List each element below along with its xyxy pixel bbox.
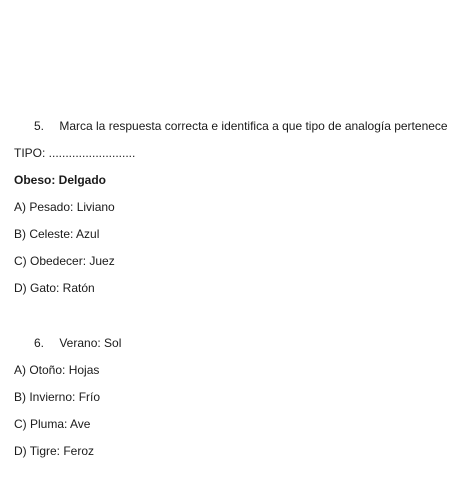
q5-option-d: D) Gato: Ratón xyxy=(14,281,95,295)
question-5-prompt: Marca la respuesta correcta e identifica a que tipo de analogía pertenece xyxy=(59,119,448,133)
q5-option-b: B) Celeste: Azul xyxy=(14,227,100,241)
question-5-heading xyxy=(34,119,448,133)
q6-option-d: D) Tigre: Feroz xyxy=(14,444,95,458)
q6-option-c: C) Pluma: Ave xyxy=(14,417,91,431)
question-6-pair: Verano: Sol xyxy=(59,336,122,350)
q5-option-a: A) Pesado: Liviano xyxy=(14,200,115,214)
q6-option-b: B) Invierno: Frío xyxy=(14,390,101,404)
question-5-number: 5. xyxy=(34,119,45,133)
question-5-pair: Obeso: Delgado xyxy=(14,173,107,187)
question-6-heading xyxy=(34,336,121,350)
q6-option-a: A) Otoño: Hojas xyxy=(14,363,100,377)
question-6-number: 6. xyxy=(34,336,45,350)
q5-option-c: C) Obedecer: Juez xyxy=(14,254,115,268)
tipo-blank: TIPO: .......................... xyxy=(14,146,136,160)
